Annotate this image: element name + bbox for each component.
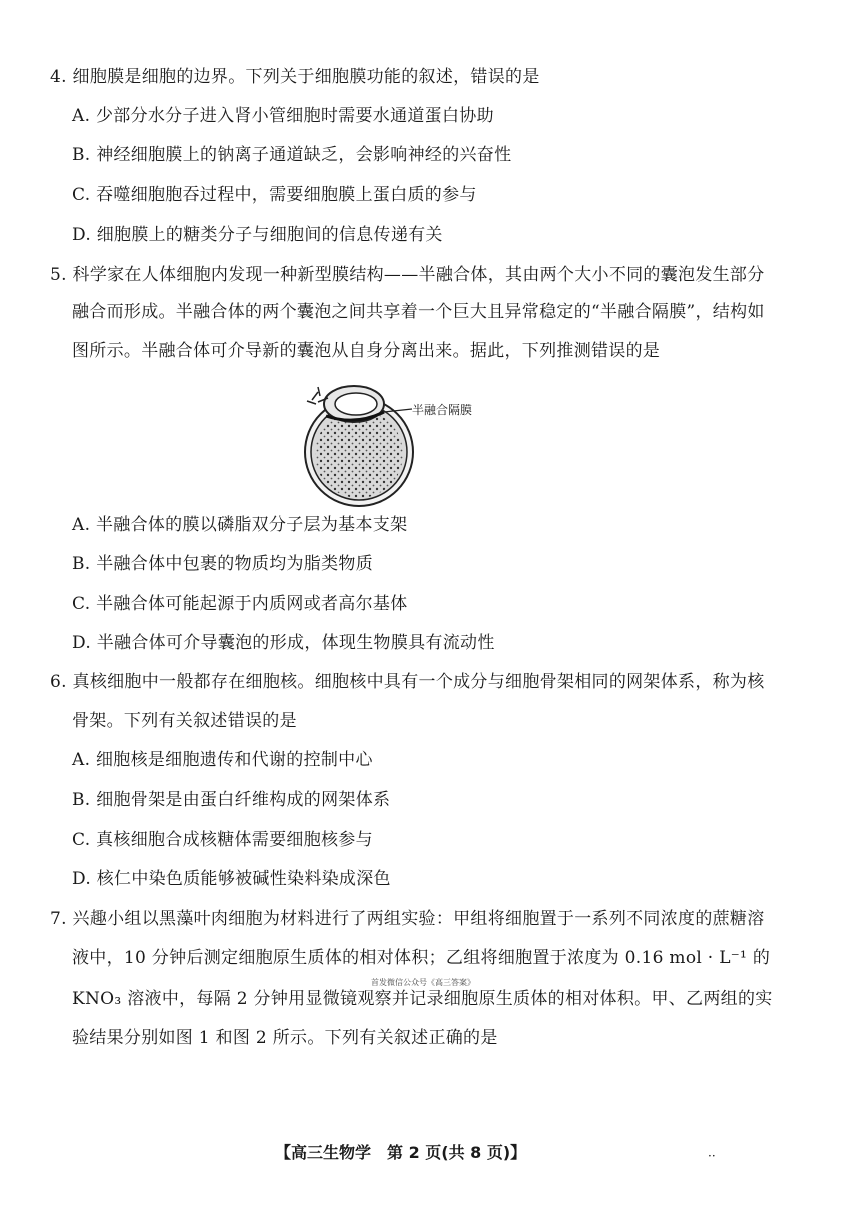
question-5-stem-line-3: 图所示。半融合体可介导新的囊泡从自身分离出来。据此，下列推测错误的是 (72, 341, 661, 361)
question-6-stem-line-1: 6. 真核细胞中一般都存在细胞核。细胞核中具有一个成分与细胞骨架相同的网架体系，称为核 (50, 672, 765, 692)
question-6-option-d: D. 核仁中染色质能够被碱性染料染成深色 (72, 869, 391, 889)
question-4-stem: 4. 细胞膜是细胞的边界。下列关于细胞膜功能的叙述，错误的是 (50, 67, 540, 87)
question-7-stem-line-2: 液中，10 分钟后测定细胞原生质体的相对体积；乙组将细胞置于浓度为 0.16 mol · L⁻¹ 的 (72, 948, 771, 968)
question-5-stem-line-2: 融合而形成。半融合体的两个囊泡之间共享着一个巨大且异常稳定的“半融合隔膜”，结构如 (72, 302, 765, 322)
figure-label-hemifusion-diaphragm: 半融合隔膜 (412, 403, 473, 417)
question-4-option-a: A. 少部分水分子进入肾小管细胞时需要水通道蛋白协助 (72, 106, 494, 126)
watermark: 首发微信公众号《高三答案》 (371, 978, 475, 987)
question-4-option-c: C. 吞噬细胞胞吞过程中，需要细胞膜上蛋白质的参与 (72, 185, 477, 205)
question-6-option-c: C. 真核细胞合成核糖体需要细胞核参与 (72, 830, 373, 850)
question-7-stem-line-3: KNO₃ 溶液中，每隔 2 分钟用显微镜观察并记录细胞原生质体的相对体积。甲、乙两组的实 (72, 989, 773, 1009)
hemifusome-figure (298, 382, 488, 507)
question-6-option-b: B. 细胞骨架是由蛋白纤维构成的网架体系 (72, 790, 391, 810)
question-4-option-d: D. 细胞膜上的糖类分子与细胞间的信息传递有关 (72, 225, 443, 245)
question-6-stem-line-2: 骨架。下列有关叙述错误的是 (72, 711, 297, 731)
question-4-option-b: B. 神经细胞膜上的钠离子通道缺乏，会影响神经的兴奋性 (72, 145, 512, 165)
page-footer: 【高三生物学 第 2 页(共 8 页)】 (275, 1143, 527, 1162)
question-7-stem-line-4: 验结果分别如图 1 和图 2 所示。下列有关叙述正确的是 (72, 1028, 498, 1048)
question-5-option-b: B. 半融合体中包裹的物质均为脂类物质 (72, 554, 373, 574)
question-5-stem-line-1: 5. 科学家在人体细胞内发现一种新型膜结构——半融合体，其由两个大小不同的囊泡发生部分 (50, 265, 765, 285)
question-5-option-d: D. 半融合体可介导囊泡的形成，体现生物膜具有流动性 (72, 633, 495, 653)
question-5-option-c: C. 半融合体可能起源于内质网或者高尔基体 (72, 594, 408, 614)
question-5-option-a: A. 半融合体的膜以磷脂双分子层为基本支架 (72, 515, 408, 535)
footer-marks: ·· (708, 1149, 716, 1163)
question-6-option-a: A. 细胞核是细胞遗传和代谢的控制中心 (72, 750, 373, 770)
question-7-stem-line-1: 7. 兴趣小组以黑藻叶肉细胞为材料进行了两组实验：甲组将细胞置于一系列不同浓度的蔗糖溶 (50, 909, 765, 929)
